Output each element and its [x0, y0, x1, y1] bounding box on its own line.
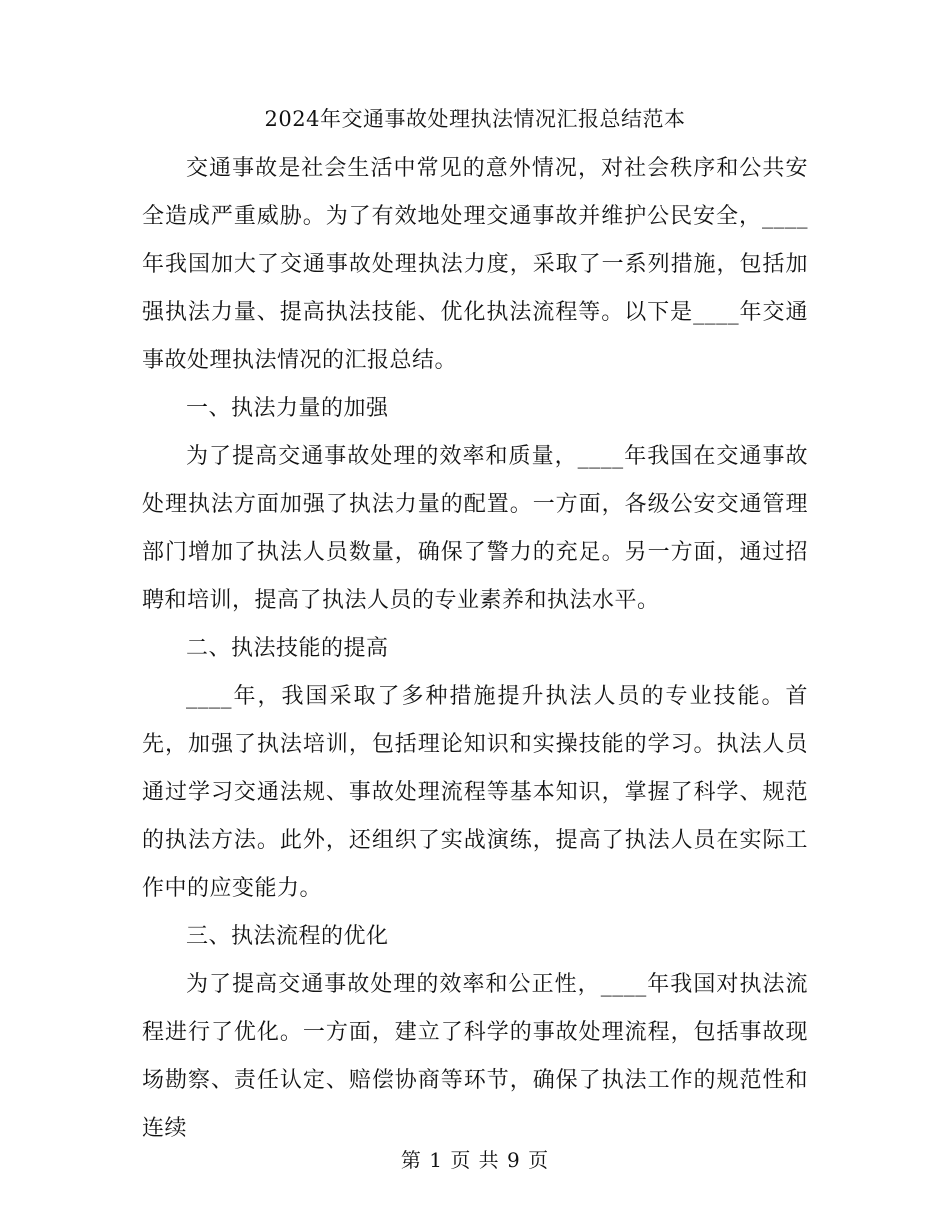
- document-title: 2024年交通事故处理执法情况汇报总结范本: [264, 107, 686, 131]
- section-heading-3: 三、执法流程的优化: [186, 924, 389, 949]
- section-heading-1: 一、执法力量的加强: [186, 396, 389, 421]
- section-paragraph-2: ____年，我国采取了多种措施提升执法人员的专业技能。首先，加强了执法培训，包括理论知识和实操技能的学习。执法人员通过学习交通法规、事故处理流程等基本知识，掌握了科学、规范的执法方法。此外，还组织了实战演练，提高了执法人员在实际工作中的应变能力。: [142, 684, 808, 901]
- page-number-footer: 第 1 页 共 9 页: [400, 1148, 550, 1172]
- section-paragraph-1: 为了提高交通事故处理的效率和质量，____年我国在交通事故处理执法方面加强了执法力量的配置。一方面，各级公安交通管理部门增加了执法人员数量，确保了警力的充足。另一方面，通过招聘和培训，提高了执法人员的专业素养和执法水平。: [142, 444, 808, 613]
- section-heading-2: 二、执法技能的提高: [186, 636, 389, 661]
- intro-paragraph: 交通事故是社会生活中常见的意外情况，对社会秩序和公共安全造成严重威胁。为了有效地处理交通事故并维护公民安全，____年我国加大了交通事故处理执法力度，采取了一系列措施，包括加强执法力量、提高执法技能、优化执法流程等。以下是____年交通事故处理执法情况的汇报总结。: [142, 156, 808, 373]
- document-body: [142, 145, 808, 1153]
- section-paragraph-3: 为了提高交通事故处理的效率和公正性，____年我国对执法流程进行了优化。一方面，建立了科学的事故处理流程，包括事故现场勘察、责任认定、赔偿协商等环节，确保了执法工作的规范性和连续: [142, 972, 808, 1141]
